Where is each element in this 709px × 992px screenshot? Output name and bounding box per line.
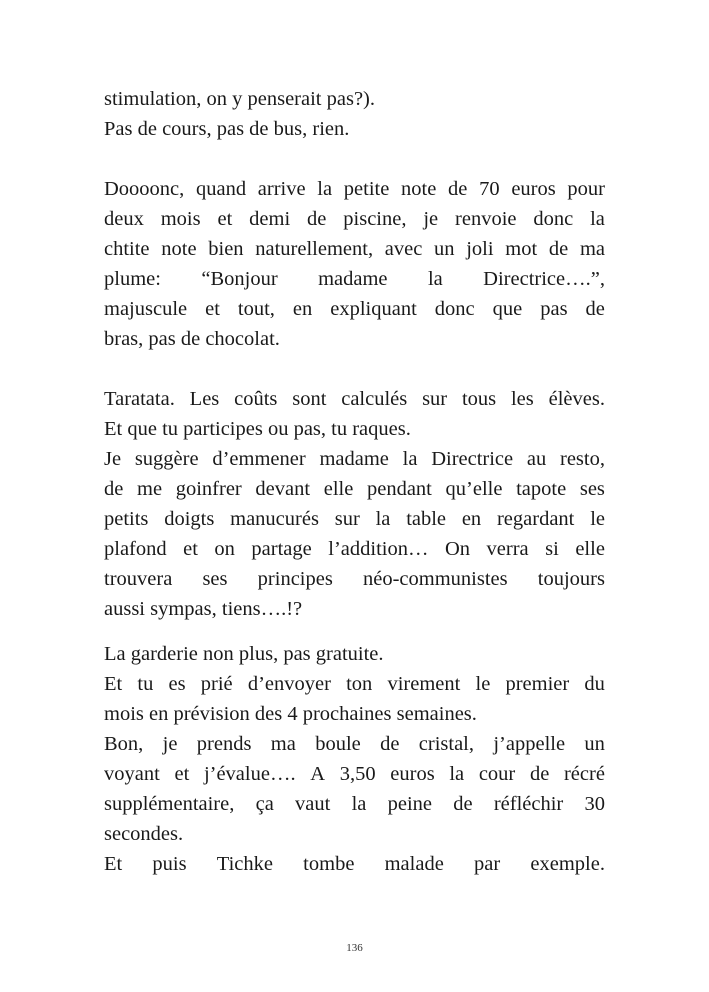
- text-line: deux mois et demi de piscine, je renvoie donc la: [104, 208, 605, 230]
- text-line: chtite note bien naturellement, avec un joli mot de ma: [104, 238, 605, 260]
- paragraph-gap: [104, 144, 605, 174]
- page-body: [104, 84, 605, 879]
- text-line: trouvera ses principes néo-communistes toujours: [104, 568, 605, 590]
- text-line: aussi sympas, tiens….!?: [104, 598, 303, 620]
- text-line: plume: “Bonjour madame la Directrice….”,: [104, 268, 605, 290]
- text-line: petits doigts manucurés sur la table en regardant le: [104, 508, 605, 530]
- text-line: Taratata. Les coûts sont calculés sur tous les élèves.: [104, 388, 605, 410]
- text-line: secondes.: [104, 823, 184, 845]
- text-line: de me goinfrer devant elle pendant qu’elle tapote ses: [104, 478, 605, 500]
- text-line: plafond et on partage l’addition… On verra si elle: [104, 538, 605, 560]
- text-line: La garderie non plus, pas gratuite.: [104, 643, 384, 665]
- text-line: supplémentaire, ça vaut la peine de réfléchir 30: [104, 793, 605, 815]
- text-line: Bon, je prends ma boule de cristal, j’appelle un: [104, 733, 605, 755]
- page-number: 136: [346, 942, 363, 954]
- paragraph-3: [104, 384, 605, 624]
- paragraph-gap: [104, 354, 605, 384]
- text-line: mois en prévision des 4 prochaines semaines.: [104, 703, 477, 725]
- text-line: stimulation, on y penserait pas?).: [104, 88, 375, 110]
- text-line: Et tu es prié d’envoyer ton virement le premier du: [104, 673, 605, 695]
- text-line: voyant et j’évalue…. A 3,50 euros la cour de récré: [104, 763, 605, 785]
- text-line: Doooonc, quand arrive la petite note de 70 euros pour: [104, 178, 605, 200]
- text-line: Et puis Tichke tombe malade par exemple.: [104, 853, 605, 875]
- text-line: Pas de cours, pas de bus, rien.: [104, 118, 350, 140]
- text-line: Je suggère d’emmener madame la Directrice au resto,: [104, 448, 605, 470]
- paragraph-4: [104, 639, 605, 879]
- paragraph-1: [104, 84, 605, 144]
- paragraph-gap: [104, 624, 605, 639]
- text-line: bras, pas de chocolat.: [104, 328, 280, 350]
- text-line: majuscule et tout, en expliquant donc que pas de: [104, 298, 605, 320]
- text-line: Et que tu participes ou pas, tu raques.: [104, 418, 411, 440]
- paragraph-2: [104, 174, 605, 354]
